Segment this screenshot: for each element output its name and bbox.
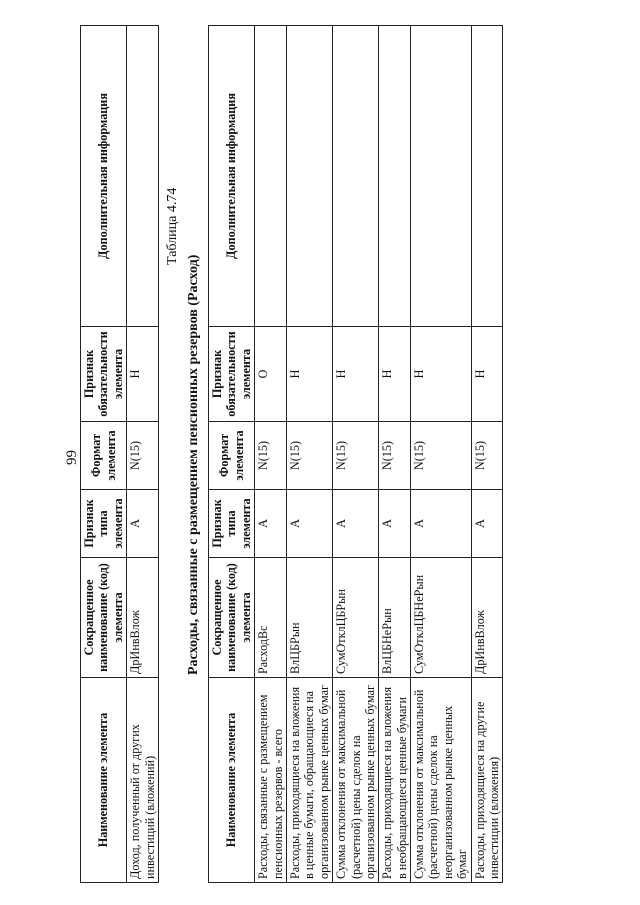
cell-name: Расходы, связанные с размещением пенсионных резервов - всего xyxy=(255,678,287,883)
header-cell: Формат элемента xyxy=(209,422,255,490)
cell-format: N(15) xyxy=(286,422,332,490)
cell-type: А xyxy=(127,490,159,558)
header-cell: Признак обязательности элемента xyxy=(81,327,127,422)
header-cell: Признак типа элемента xyxy=(81,490,127,558)
cell-type: А xyxy=(471,490,503,558)
table-row xyxy=(379,26,411,883)
cell-format: N(15) xyxy=(333,422,379,490)
table-2-header xyxy=(209,26,255,883)
table-2 xyxy=(208,25,503,883)
table-caption: Таблица 4.74 xyxy=(165,187,180,265)
cell-name: Доход, полученный от других инвестиций (вложений) xyxy=(127,678,159,883)
cell-info xyxy=(379,26,411,327)
table-row xyxy=(411,26,472,883)
table-row xyxy=(286,26,332,883)
header-cell: Сокращенное наименование (код) элемента xyxy=(209,558,255,678)
cell-code: ВлЦБНеРын xyxy=(379,558,411,678)
header-cell: Наименование элемента xyxy=(81,678,127,883)
cell-info xyxy=(127,26,159,327)
cell-info xyxy=(255,26,287,327)
table-row xyxy=(471,26,503,883)
cell-type: А xyxy=(333,490,379,558)
cell-required: Н xyxy=(127,327,159,422)
cell-code: СумОтклЦБНеРын xyxy=(411,558,472,678)
cell-info xyxy=(411,26,472,327)
cell-required: Н xyxy=(411,327,472,422)
cell-info xyxy=(471,26,503,327)
table-row xyxy=(255,26,287,883)
cell-required: Н xyxy=(379,327,411,422)
cell-format: N(15) xyxy=(127,422,159,490)
cell-type: А xyxy=(255,490,287,558)
cell-format: N(15) xyxy=(255,422,287,490)
cell-required: Н xyxy=(471,327,503,422)
cell-required: Н xyxy=(286,327,332,422)
cell-type: А xyxy=(286,490,332,558)
cell-required: Н xyxy=(333,327,379,422)
cell-info xyxy=(333,26,379,327)
cell-code: ВлЦБРын xyxy=(286,558,332,678)
cell-code: ДрИнвВлож xyxy=(471,558,503,678)
cell-name: Расходы, приходящиеся на вложения в ценные бумаги, обращающиеся на организованном рынке ценных бумаг xyxy=(286,678,332,883)
table-row xyxy=(127,26,159,883)
table-1 xyxy=(80,25,159,883)
cell-code: РасходВс xyxy=(255,558,287,678)
header-cell: Формат элемента xyxy=(81,422,127,490)
table-1-header xyxy=(81,26,127,883)
cell-type: А xyxy=(379,490,411,558)
header-cell: Дополнительная информация xyxy=(81,26,127,327)
header-cell: Сокращенное наименование (код) элемента xyxy=(81,558,127,678)
page-number: 99 xyxy=(64,450,80,465)
cell-type: А xyxy=(411,490,472,558)
cell-name: Расходы, приходящиеся на другие инвестиции (вложения) xyxy=(471,678,503,883)
cell-format: N(15) xyxy=(471,422,503,490)
cell-name: Расходы, приходящиеся на вложения в необращающиеся ценные бумаги xyxy=(379,678,411,883)
header-cell: Дополнительная информация xyxy=(209,26,255,327)
header-cell: Признак типа элемента xyxy=(209,490,255,558)
cell-info xyxy=(286,26,332,327)
cell-required: О xyxy=(255,327,287,422)
table-row xyxy=(333,26,379,883)
cell-name: Сумма отклонения от максимальной (расчетной) цены сделок на неорганизованном рынке ценных бумаг xyxy=(411,678,472,883)
cell-code: СумОтклЦБРын xyxy=(333,558,379,678)
header-cell: Признак обязательности элемента xyxy=(209,327,255,422)
header-cell: Наименование элемента xyxy=(209,678,255,883)
cell-format: N(15) xyxy=(411,422,472,490)
cell-code: ДрИнвВлож xyxy=(127,558,159,678)
cell-name: Сумма отклонения от максимальной (расчетной) цены сделок на организованном рынке ценных бумаг xyxy=(333,678,379,883)
cell-format: N(15) xyxy=(379,422,411,490)
table-2-title: Расходы, связанные с размещением пенсионных резервов (Расход) xyxy=(186,254,201,675)
